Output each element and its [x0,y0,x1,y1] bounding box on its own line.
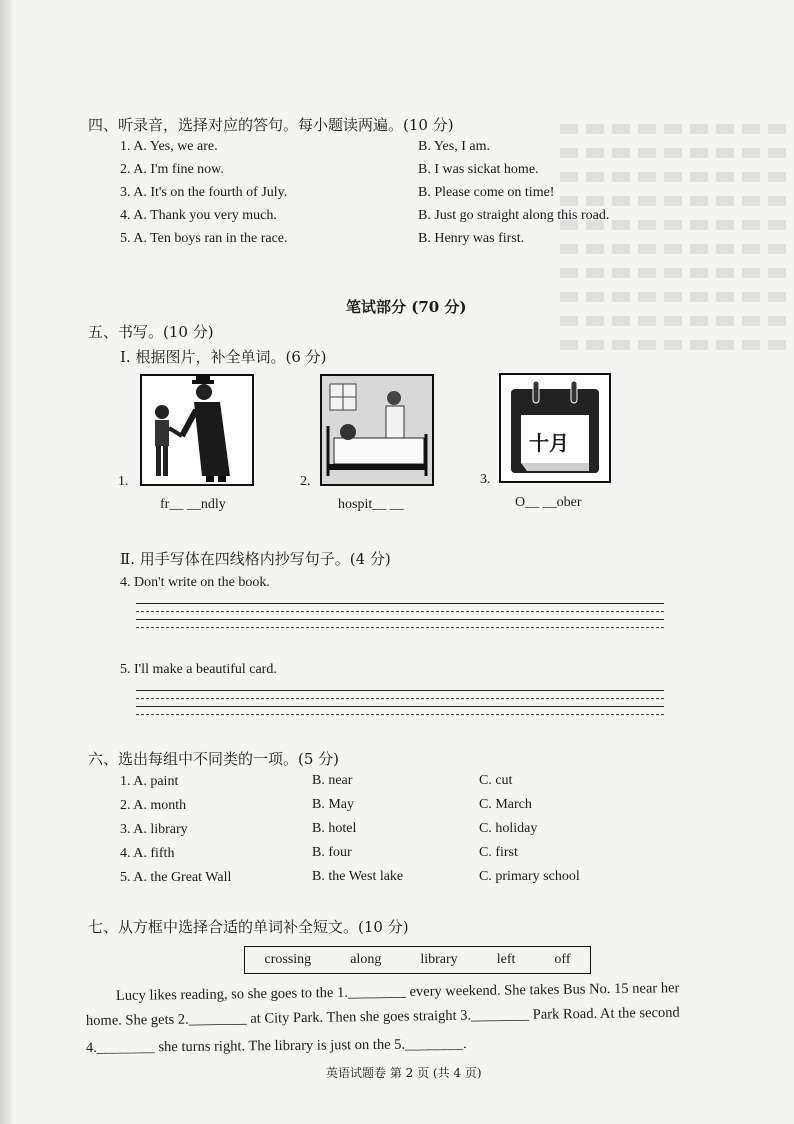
word-blank: hospit__ __ [338,497,404,512]
section5-part2-heading: Ⅱ. 用手写体在四线格内抄写句子。(4 分) [120,550,391,568]
s6-option: 3. A. library [120,822,188,837]
hospital-bed-picture [320,374,434,486]
four-line-grid [136,603,664,635]
picture-number: 2. [300,474,311,489]
picture-number: 1. [118,474,129,489]
written-part-title: 笔试部分 (70 分) [346,298,467,316]
s4-option-b: B. Henry was first. [418,231,525,246]
page-footer: 英语试题卷 第 2 页 (共 4 页) [326,1066,482,1080]
s6-option: B. near [312,773,353,788]
section7-heading: 七、从方框中选择合适的单词补全短文。(10 分) [88,918,409,936]
section6-heading: 六、选出每组中不同类的一项。(5 分) [88,750,340,768]
calendar-picture [499,373,611,483]
s6-option: B. hotel [312,821,357,836]
s4-option-b: B. Just go straight along this road. [418,208,610,223]
passage-line: home. She gets 2.________ at City Park. Then she goes straight 3.________ Park Road. At the second [85,1004,680,1029]
word-bank-item: along [350,952,382,967]
passage-line: 4.________ she turns right. The library is just on the 5.________. [85,1036,467,1056]
word-bank-item: library [420,952,458,967]
handshake-picture [140,374,254,486]
s4-option-a: 3. A. It's on the fourth of July. [120,185,288,200]
word-blank: O__ __ober [515,495,582,510]
s6-option: B. May [312,797,354,812]
bleed-through-text [560,110,790,370]
word-bank-item: off [554,952,571,967]
copy-sentence: 5. I'll make a beautiful card. [120,662,277,677]
s6-option: 2. A. month [120,798,187,813]
s6-option: C. cut [479,773,513,788]
s4-option-a: 2. A. I'm fine now. [120,162,224,177]
section5-part1-heading: Ⅰ. 根据图片，补全单词。(6 分) [120,348,327,366]
s4-option-a: 1. A. Yes, we are. [120,139,218,154]
s4-option-a: 5. A. Ten boys ran in the race. [120,231,288,246]
s4-option-b: B. I was sickat home. [418,162,539,177]
s6-option: B. the West lake [312,869,404,884]
passage-line: Lucy likes reading, so she goes to the 1.________ every weekend. She takes Bus No. 15 near her [115,980,680,1004]
s6-option: C. March [479,797,532,812]
word-bank-item: crossing [264,952,312,967]
four-line-grid [136,690,664,722]
word-bank-item: left [496,952,516,967]
calendar-month-text: 十月 [529,431,569,455]
word-bank-box [244,946,591,974]
s6-option: B. four [312,845,352,860]
s6-option: 5. A. the Great Wall [120,870,232,885]
s4-option-a: 4. A. Thank you very much. [120,208,277,223]
handshake-illustration [142,376,252,484]
s4-option-b: B. Please come on time! [418,185,555,200]
section4-heading: 四、听录音，选择对应的答句。每小题读两遍。(10 分) [88,116,454,134]
s6-option: C. first [479,845,518,860]
s6-option: C. primary school [479,869,580,884]
hospital-illustration [322,376,432,484]
section5-heading: 五、书写。(10 分) [88,323,214,341]
scan-edge-shadow [0,0,14,1124]
s6-option: C. holiday [479,821,538,836]
picture-number: 3. [480,472,491,487]
s6-option: 1. A. paint [120,774,179,789]
word-blank: fr__ __ndly [160,497,226,512]
s4-option-b: B. Yes, I am. [418,139,490,154]
copy-sentence: 4. Don't write on the book. [120,575,270,590]
s6-option: 4. A. fifth [120,846,175,861]
